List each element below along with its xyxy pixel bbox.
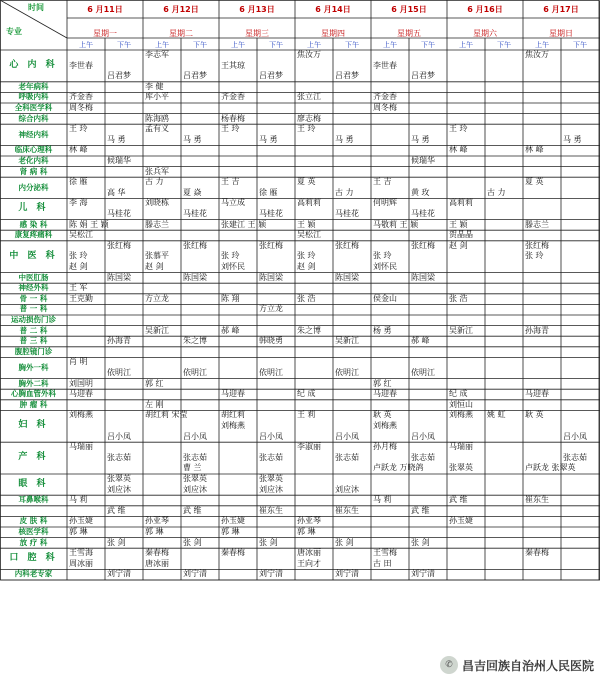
doctor-name: 张 玲: [525, 251, 544, 261]
doctor-name: 张 玲: [69, 251, 88, 261]
doctor-name: 张翠英: [183, 474, 207, 483]
afternoon-column-label: 下午: [345, 41, 359, 49]
department-label: 皮 肤 科: [19, 516, 48, 526]
doctor-name: 古 力: [487, 187, 506, 197]
doctor-name: 张立江: [297, 92, 321, 102]
doctor-name: 刘恒山: [449, 399, 473, 409]
doctor-name: 刘梅燕: [69, 410, 93, 420]
doctor-name: 刘梅燕: [449, 410, 473, 420]
doctor-name: 秦春梅: [525, 548, 549, 558]
doctor-name: 张 剑: [335, 537, 354, 547]
doctor-name: 高莉莉: [297, 198, 321, 208]
morning-column-label: 上午: [155, 41, 169, 49]
doctor-name: 张 玲: [221, 251, 240, 261]
doctor-name: 吕小凤: [259, 431, 283, 441]
doctor-name: 孙玉婕: [69, 516, 93, 526]
department-label: 产 科: [18, 452, 49, 463]
doctor-name: 郭 琳: [69, 527, 88, 536]
doctor-name: 王其琼: [221, 60, 245, 70]
day-date: 6 月15日: [391, 5, 427, 14]
doctor-name: 吕君梦: [411, 71, 435, 81]
doctor-name: 刘国明: [69, 378, 93, 388]
hospital-watermark: [440, 656, 594, 674]
doctor-name: 刘梅燕: [221, 421, 245, 430]
doctor-name: 陈国梁: [107, 272, 131, 282]
morning-column-label: 上午: [307, 41, 321, 49]
doctor-name: 马迎春: [373, 389, 397, 399]
doctor-name: 方立龙: [145, 293, 169, 303]
department-label: 儿 科: [18, 203, 49, 214]
doctor-name: 杨春梅: [221, 113, 245, 123]
doctor-name: 郭 琳: [145, 527, 164, 536]
day-date: 6 月11日: [87, 5, 123, 14]
department-label: 肿 瘤 科: [19, 399, 48, 409]
department-label: 运动损伤门诊: [11, 315, 56, 324]
doctor-name: 张红梅: [107, 240, 131, 250]
doctor-name: 张志茹: [259, 452, 283, 462]
doctor-name: 依明江: [335, 368, 359, 377]
doctor-name: 王 玲: [69, 124, 88, 134]
doctor-name: 齐金香: [221, 92, 245, 102]
morning-column-label: 上午: [231, 41, 245, 49]
doctor-name: 吕君梦: [183, 71, 207, 81]
department-label: 感 染 科: [19, 219, 48, 229]
day-weekday: 星期日: [549, 29, 573, 38]
doctor-name: 纪 成: [449, 389, 468, 399]
doctor-name: 秦春梅: [145, 548, 169, 558]
day-weekday: 星期五: [397, 29, 421, 38]
doctor-name: 何明辉: [373, 198, 397, 208]
department-label: 综合内科: [18, 113, 49, 123]
doctor-name: 张兵军: [145, 166, 169, 176]
doctor-name: 马桂花: [107, 209, 131, 218]
doctor-name: 吕君梦: [259, 71, 283, 81]
doctor-name: 吴松江: [69, 230, 93, 240]
doctor-name: 崔东生: [259, 505, 283, 515]
doctor-name: 张翠英: [107, 474, 131, 483]
doctor-name: 林 峰: [449, 145, 468, 155]
doctor-name: 张红梅: [259, 240, 283, 250]
department-label: 临床心理科: [14, 145, 53, 155]
doctor-name: 焦汝万: [297, 50, 321, 59]
doctor-name: 马 勇: [563, 134, 582, 144]
doctor-name: 候瑞华: [411, 156, 435, 165]
doctor-name: 刘应沐: [259, 484, 283, 494]
doctor-name: 马迎春: [525, 389, 549, 399]
doctor-name: 王 莉: [297, 410, 316, 420]
doctor-name: 高莉莉: [449, 198, 473, 208]
doctor-name: 孙玉婕: [449, 516, 473, 526]
doctor-name: 王 颖: [449, 219, 468, 229]
doctor-name: 孙月梅: [373, 442, 397, 452]
doctor-name: 赵 剑: [297, 262, 316, 271]
doctor-name: 吕小凤: [183, 431, 207, 441]
department-label: 普 一 科: [19, 304, 48, 314]
doctor-name: 马迎春: [221, 389, 245, 399]
doctor-name: 吕君梦: [107, 71, 131, 81]
doctor-name: 马迎春: [69, 389, 93, 399]
doctor-name: 赵 剑: [145, 262, 164, 271]
doctor-name: 孙海青: [525, 325, 549, 335]
doctor-name: 张建江 王 颖: [221, 219, 267, 229]
doctor-name: 张红梅: [183, 240, 207, 250]
doctor-name: 贺晶晶: [449, 230, 473, 240]
department-label: 内分泌科: [18, 183, 49, 193]
department-label: 中 医 科: [9, 250, 58, 261]
doctor-name: 刘应沐: [107, 484, 131, 494]
doctor-name: 古 力: [335, 187, 354, 197]
doctor-name: 张志茹: [107, 452, 131, 462]
doctor-name: 李 海: [69, 198, 88, 208]
doctor-name: 崔东生: [335, 505, 359, 515]
department-label: 普 二 科: [19, 325, 48, 335]
doctor-name: 古 田: [373, 558, 392, 568]
doctor-name: 马桂花: [259, 209, 283, 218]
doctor-name: 周冬梅: [373, 103, 397, 112]
morning-column-label: 上午: [535, 41, 549, 49]
department-label: 核医学科: [18, 527, 49, 536]
department-label: 眼 科: [18, 479, 49, 489]
doctor-name: 吕小凤: [107, 431, 131, 441]
doctor-name: 卢跃龙 张翠英: [525, 463, 576, 473]
day-date: 6 月13日: [239, 5, 275, 14]
doctor-name: 齐金香: [373, 92, 397, 102]
doctor-name: 王克勤: [69, 293, 93, 303]
doctor-name: 周冰丽: [69, 558, 93, 568]
doctor-name: 王雪梅: [373, 548, 397, 558]
day-date: 6 月16日: [467, 5, 503, 14]
doctor-name: 李淑丽: [297, 442, 321, 452]
doctor-name: 张红梅: [525, 240, 549, 250]
doctor-name: 李 健: [145, 81, 164, 91]
department-label: 老年病科: [18, 81, 49, 91]
doctor-name: 马 莉: [373, 495, 392, 505]
doctor-name: 陈国梁: [259, 272, 283, 282]
doctor-name: 吕小凤: [563, 431, 587, 441]
doctor-name: 郝 峰: [221, 325, 240, 335]
doctor-name: 刘宁清: [183, 569, 207, 579]
department-label: 妇 科: [18, 420, 49, 431]
doctor-name: 刘梅燕: [373, 421, 397, 430]
doctor-name: 张志茹: [335, 452, 359, 462]
doctor-name: 马桂花: [411, 209, 435, 218]
doctor-name: 郭 红: [145, 378, 164, 388]
department-label: 心 内 科: [9, 60, 58, 70]
doctor-name: 郝 峰: [411, 336, 430, 346]
doctor-name: 卢跃龙 万晓鸽: [373, 463, 424, 473]
doctor-name: 库小平: [145, 92, 169, 102]
doctor-name: 依明江: [411, 368, 435, 377]
doctor-name: 马 勇: [411, 134, 430, 144]
doctor-name: 张 剑: [107, 537, 126, 547]
doctor-name: 刘宁清: [107, 569, 131, 579]
day-weekday: 星期四: [321, 29, 345, 38]
doctor-name: 崔东生: [525, 495, 549, 505]
doctor-name: 黄 玫: [411, 187, 430, 197]
doctor-name: 秦春梅: [221, 548, 245, 558]
day-weekday: 星期二: [169, 29, 193, 38]
doctor-name: 依明江: [107, 368, 131, 377]
day-date: 6 月14日: [315, 5, 351, 14]
doctor-name: 赵 剑: [69, 262, 88, 271]
morning-column-label: 上午: [383, 41, 397, 49]
department-label: 康复疼痛科: [14, 230, 53, 240]
doctor-name: 曹 兰: [183, 463, 202, 473]
doctor-name: 焦汝万: [525, 50, 549, 59]
day-weekday: 星期一: [93, 29, 117, 38]
doctor-name: 李世春: [373, 60, 397, 70]
department-label: 耳鼻喉科: [18, 495, 49, 505]
doctor-name: 陈 翔: [221, 293, 240, 303]
doctor-name: 刘晓栋: [145, 198, 169, 208]
doctor-name: 林 峰: [69, 145, 88, 155]
doctor-name: 夏 英: [297, 177, 316, 187]
day-date: 6 月12日: [163, 5, 199, 14]
morning-column-label: 上午: [79, 41, 93, 49]
department-label: 腹腔镜门诊: [14, 346, 53, 356]
doctor-name: 王 吉: [221, 177, 240, 187]
doctor-name: 王 军: [69, 283, 88, 293]
doctor-name: 夏 焱: [183, 187, 202, 197]
doctor-name: 吴新江: [145, 325, 169, 335]
department-label: 肾 病 科: [19, 166, 48, 176]
afternoon-column-label: 下午: [269, 41, 283, 49]
doctor-name: 马瑞丽: [69, 442, 93, 452]
doctor-name: 刘应沐: [183, 484, 207, 494]
doctor-name: 王 玲: [221, 124, 240, 134]
doctor-name: 吕小凤: [335, 431, 359, 441]
doctor-name: 胡红莉 宋莹: [145, 410, 188, 420]
department-label: 呼吸内科: [18, 92, 49, 102]
doctor-name: 王 玲: [297, 124, 316, 134]
doctor-name: 孙海青: [107, 336, 131, 346]
doctor-name: 肖 明: [69, 357, 88, 367]
doctor-name: 姚 虹: [487, 410, 506, 420]
wechat-icon: ✆: [440, 656, 458, 674]
doctor-name: 张红梅: [335, 240, 359, 250]
doctor-name: 马桂花: [183, 209, 207, 218]
doctor-name: 张翠英: [449, 463, 473, 473]
doctor-name: 武 维: [411, 505, 430, 515]
department-label: 内科老专家: [14, 569, 53, 579]
doctor-name: 张红梅: [411, 240, 435, 250]
doctor-name: 夏 英: [525, 177, 544, 187]
doctor-name: 唐冰丽: [145, 558, 169, 568]
doctor-name: 孙亚琴: [145, 516, 169, 526]
doctor-name: 马 勇: [183, 134, 202, 144]
department-label: 胸外二科: [18, 378, 49, 388]
doctor-name: 刘怀民: [373, 262, 397, 271]
doctor-name: 周冬梅: [69, 103, 93, 112]
department-label: 放 疗 科: [19, 537, 48, 547]
doctor-name: 刘应沐: [335, 484, 359, 494]
doctor-name: 唐冰丽: [297, 548, 321, 558]
doctor-name: 吴新江: [449, 325, 473, 335]
doctor-name: 张志茹: [183, 452, 207, 462]
doctor-name: 胡红莉: [221, 410, 245, 420]
afternoon-column-label: 下午: [573, 41, 587, 49]
doctor-name: 徐 雁: [259, 187, 278, 197]
doctor-name: 张 玲: [297, 251, 316, 261]
doctor-name: 朱之博: [183, 336, 207, 346]
doctor-name: 陈 娟 王 颖: [69, 219, 109, 229]
doctor-name: 马 勇: [335, 134, 354, 144]
doctor-name: 张志茹: [411, 452, 435, 462]
doctor-name: 张 浩: [449, 293, 468, 303]
doctor-name: 马立成: [221, 198, 245, 208]
doctor-name: 廖志梅: [297, 113, 321, 123]
corner-time-label: 时间: [28, 3, 44, 12]
afternoon-column-label: 下午: [193, 41, 207, 49]
doctor-name: 滕志兰: [525, 219, 549, 229]
doctor-name: 刘怀民: [221, 262, 245, 271]
department-label: 老化内科: [18, 156, 49, 165]
doctor-name: 郭 琳: [221, 527, 240, 536]
doctor-name: 张 浩: [297, 293, 316, 303]
doctor-name: 张慕平: [145, 251, 169, 261]
doctor-name: 依明江: [259, 368, 283, 377]
department-label: 全科医学科: [14, 103, 53, 112]
doctor-name: 陈海鸥: [145, 113, 169, 123]
doctor-name: 马桂花: [335, 209, 359, 218]
doctor-name: 方立龙: [259, 304, 283, 314]
doctor-name: 杨 勇: [373, 325, 392, 335]
doctor-name: 王雪海: [69, 548, 93, 558]
doctor-name: 陈国梁: [411, 272, 435, 282]
doctor-name: 纪 成: [297, 389, 316, 399]
doctor-name: 侯金山: [373, 293, 397, 303]
doctor-name: 徐 雁: [69, 177, 88, 187]
doctor-name: 吕小凤: [411, 431, 435, 441]
doctor-name: 依明江: [183, 368, 207, 377]
day-date: 6 月17日: [543, 5, 579, 14]
doctor-name: 张 剑: [259, 537, 278, 547]
watermark-text: 昌吉回族自治州人民医院: [461, 658, 594, 673]
doctor-name: 候瑞华: [107, 156, 131, 165]
doctor-name: 朱之博: [297, 325, 321, 335]
doctor-name: 陈国梁: [335, 272, 359, 282]
doctor-name: 张 玲: [373, 251, 392, 261]
doctor-name: 孙玉婕: [221, 516, 245, 526]
doctor-name: 郭 红: [373, 378, 392, 388]
doctor-name: 林 峰: [525, 145, 544, 155]
doctor-name: 马 莉: [69, 495, 88, 505]
doctor-name: 马瑞丽: [449, 442, 473, 452]
doctor-name: 赵 剑: [449, 240, 468, 250]
doctor-name: 韩晓勇: [259, 336, 283, 346]
doctor-name: 孙亚琴: [297, 516, 321, 526]
afternoon-column-label: 下午: [497, 41, 511, 49]
doctor-name: 吕君梦: [335, 71, 359, 81]
afternoon-column-label: 下午: [117, 41, 131, 49]
doctor-name: 吴新江: [335, 336, 359, 346]
doctor-name: 吴松江: [297, 230, 321, 240]
doctor-name: 武 维: [107, 505, 126, 515]
doctor-name: 耿 英: [525, 410, 544, 420]
department-label: 神经内科: [18, 130, 49, 140]
department-label: 心胸血管外科: [11, 389, 56, 399]
department-label: [0, 506, 67, 517]
doctor-name: 刘宁清: [335, 569, 359, 579]
department-label: 中医肛肠: [18, 272, 49, 282]
department-label: 口 腔 科: [9, 553, 58, 564]
department-label: 普 三 科: [19, 336, 48, 346]
afternoon-column-label: 下午: [421, 41, 435, 49]
doctor-name: 孟有义: [145, 124, 169, 134]
day-weekday: 星期六: [473, 29, 497, 38]
doctor-name: 王 吉: [373, 177, 392, 187]
doctor-name: 王 颖: [297, 219, 316, 229]
doctor-name: 刘宁清: [259, 569, 283, 579]
doctor-name: 李世春: [69, 60, 93, 70]
doctor-name: 马敬莉 王 颖: [373, 219, 419, 229]
morning-column-label: 上午: [459, 41, 473, 49]
doctor-name: 李志军: [145, 50, 169, 59]
doctor-name: 耿 英: [373, 410, 392, 420]
doctor-name: 武 维: [183, 505, 202, 515]
department-label: 胸外一科: [18, 363, 49, 373]
day-weekday: 星期三: [245, 29, 269, 38]
doctor-name: 刘宁清: [411, 569, 435, 579]
doctor-name: 王 玲: [449, 124, 468, 134]
corner-specialty-label: 专业: [6, 27, 22, 36]
doctor-name: 马 勇: [259, 134, 278, 144]
doctor-name: 马 勇: [107, 134, 126, 144]
doctor-name: 陈国梁: [183, 272, 207, 282]
doctor-name: 高 华: [107, 187, 126, 197]
doctor-name: 张 剑: [411, 537, 430, 547]
doctor-name: 武 维: [449, 495, 468, 505]
doctor-name: 左 刚: [145, 399, 164, 409]
doctor-name: 古 力: [145, 177, 164, 187]
department-label: 骨 一 科: [19, 293, 48, 303]
doctor-name: 郭 琳: [297, 527, 316, 536]
department-label: 神经外科: [18, 283, 49, 293]
doctor-name: 张 剑: [183, 537, 202, 547]
doctor-name: 滕志兰: [145, 219, 169, 229]
doctor-name: 齐金香: [69, 92, 93, 102]
doctor-name: 王向才: [297, 558, 321, 568]
doctor-name: 张翠英: [259, 474, 283, 483]
doctor-name: 张志茹: [563, 452, 587, 462]
